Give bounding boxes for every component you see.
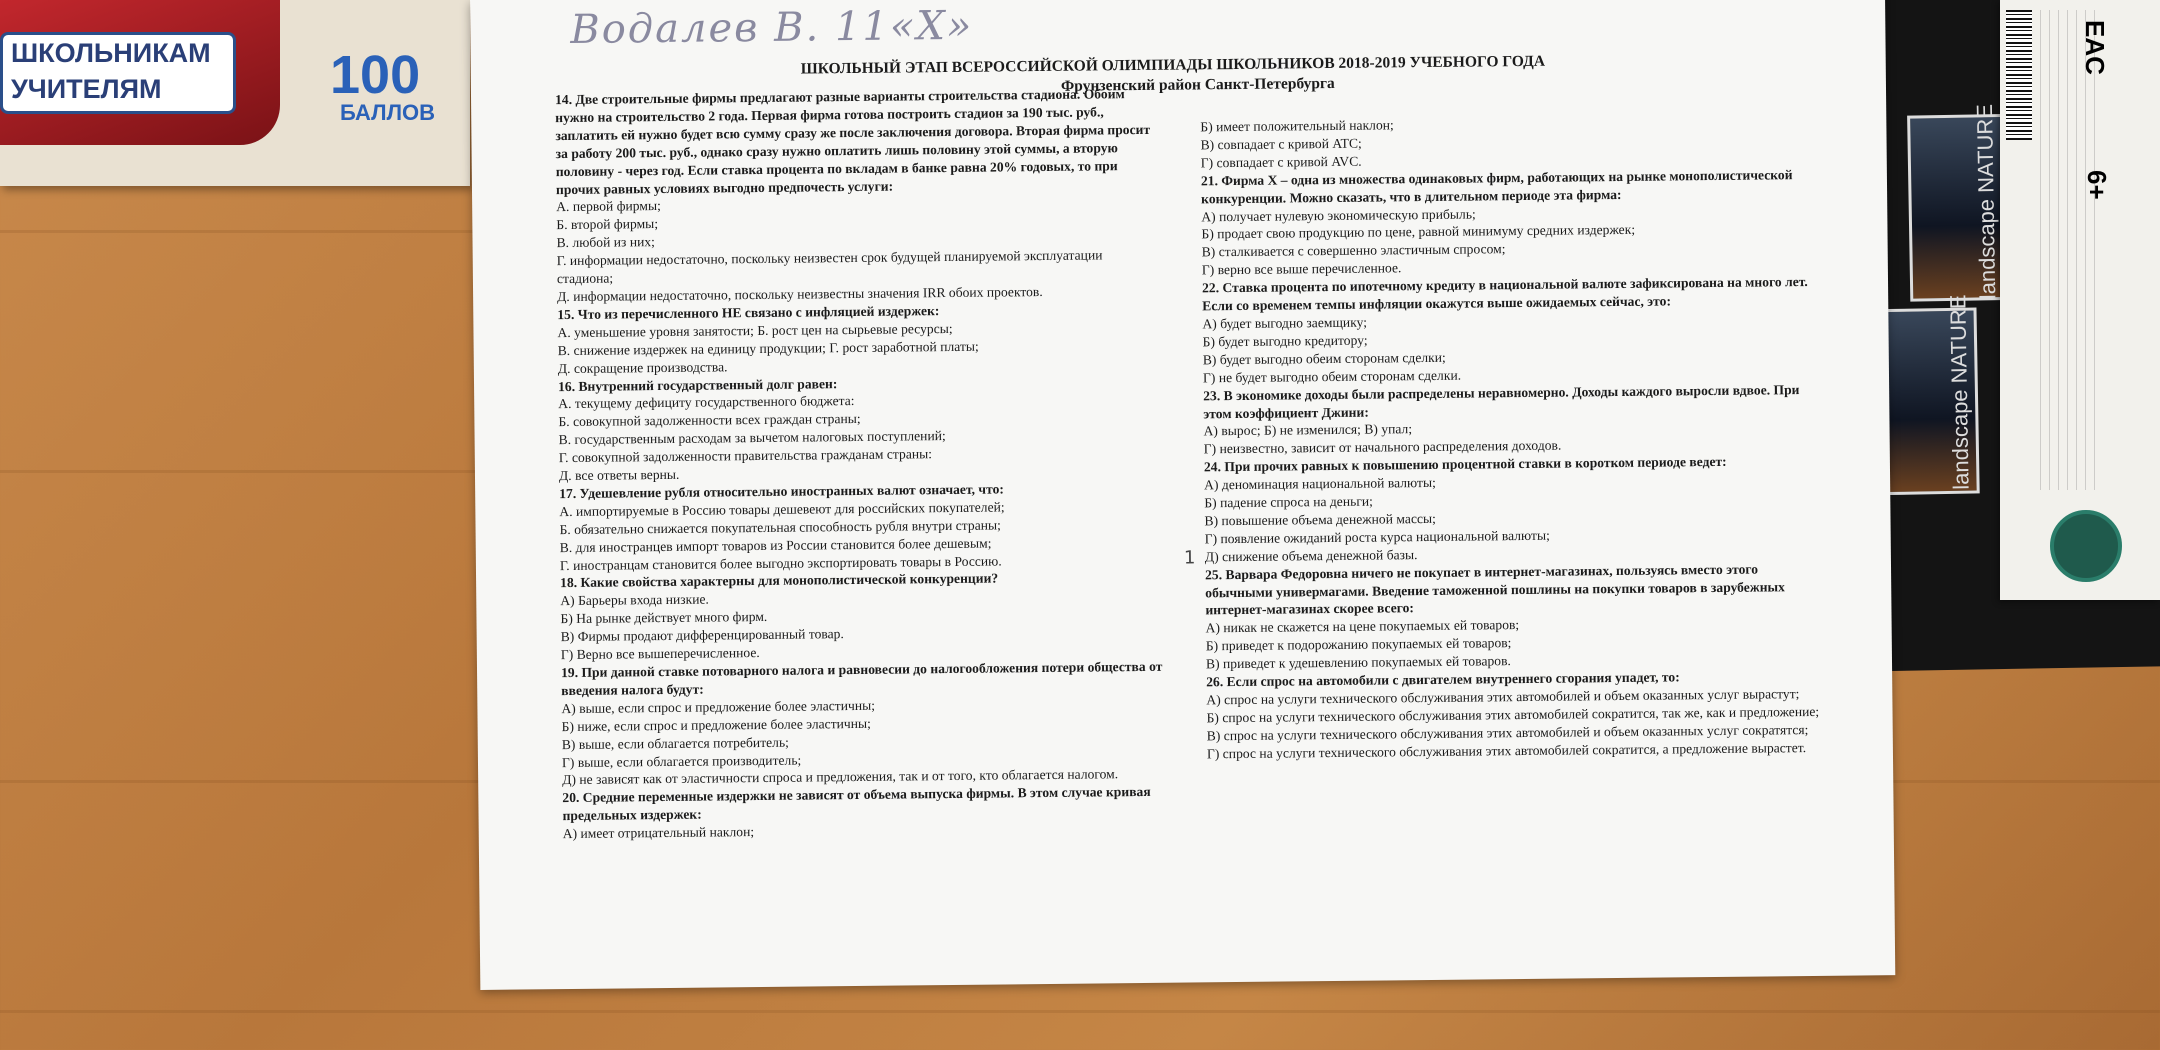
barcode-icon [2006,10,2032,140]
age-mark: 6+ [2082,170,2112,200]
notebook-box [0,0,470,186]
answer-option: В) сталкивается с совершенно эластичным спросом; [1201,241,1506,260]
answer-option: Д. сокращение производства. [557,358,728,376]
question-text: 23. В экономике доходы были распределены неравномерно. Доходы каждого выросли вдвое. При этом коэффициент Джини: [1203,381,1800,421]
box-label-line2: УЧИТЕЛЯМ [11,74,162,104]
answer-option: А. текущему дефициту государственного бюджета: [558,393,855,412]
answer-option: А) деноминация национальной валюты; [1204,475,1436,493]
answer-option: В) Фирмы продают дифференцированный товар. [560,626,844,645]
answer-option: Д) снижение объема денежной базы. [1204,546,1418,565]
eac-mark: EAC [2080,20,2110,75]
box-number: 100 [330,45,421,105]
answer-option: Г) совпадает с кривой AVC. [1200,153,1362,171]
question-text: 25. Варвара Федоровна ничего не покупает в интернет-магазинах, пользуясь вместо этого обычными универмагами. Введение таможенной пошлины на покупки товаров в зарубежных интернет-магазинах скорее всего: [1204,561,1785,618]
notebook-fine-print [2040,10,2100,490]
answer-option: А. первой фирмы; [556,198,661,215]
question-text: 24. При прочих равных к повышению процентной ставки в коротком периоде ведет: [1203,454,1727,475]
answer-option: Б) будет выгодно кредитору; [1202,332,1368,350]
margin-mark: 1 [1183,547,1196,569]
question-text: 16. Внутренний государственный долг равен: [557,375,838,394]
answer-option: А) никак не скажется на цене покупаемых ей товаров; [1205,617,1520,636]
answer-option: Г) появление ожиданий роста курса национальной валюты; [1204,527,1550,547]
answer-option: Г) выше, если облагается производитель; [561,752,802,770]
question-text: 14. Две строительные фирмы предлагают разные варианты строительства стадиона. Обоим нужно на строительство 2 года. Первая фирма готова построить стадион за 190 тыс. руб., заплатить ей нужно будет всю сумму сразу же после заключения договора. Вторая фирма просит за работу 200 тыс. руб., однако сразу нужно оплатить лишь половину этой суммы, а вторую половину - через год. Если ставка процента по вкладам в банке равна 20% годовых, то при прочих равных условиях выгодно предпочесть услуги: [554,86,1151,197]
answer-option: Г. информации недостаточно, поскольку неизвестен срок будущей планируемой эксплуатации стадиона; [556,247,1103,287]
answer-option: В) спрос на услуги технического обслуживания этих автомобилей и объем оказанных услуг сократятся; [1206,721,1809,744]
question-text: 20. Средние переменные издержки не зависят от объема выпуска фирмы. В этом случае кривая предельных издержек: [562,784,1151,824]
answer-option: А. импортируемые в Россию товары дешевеют для российских покупателей; [559,499,1005,519]
publisher-logo-icon [2050,510,2122,582]
box-unit: БАЛЛОВ [340,100,436,125]
answer-option: В) приведет к удешевлению покупаемых ей товаров. [1205,653,1511,672]
paper-subtitle: Фрунзенский район Санкт-Петербурга [1060,74,1335,95]
answer-option: Г. совокупной задолженности правительства гражданам страны: [558,446,933,466]
answer-option: Б) продает свою продукцию по цене, равной минимуму средних издержек; [1201,222,1636,242]
folder-text: landscape NATURE [1945,294,1974,490]
left-column [555,85,1168,843]
answer-option: Б) падение спроса на деньги; [1204,493,1373,511]
handwritten-name: Водалев В. 11«Х» [570,2,974,53]
notebook [2000,0,2160,600]
question-text: 17. Удешевление рубля относительно иностранных валют означает, что: [559,481,1004,502]
answer-option: Г) Верно все вышеперечисленное. [560,645,760,663]
answer-option: А) получает нулевую экономическую прибыль; [1201,206,1476,224]
answer-option: В) выше, если облагается потребитель; [561,734,789,752]
answer-option: Б. второй фирмы; [556,216,659,233]
answer-option: В) будет выгодно обеим сторонам сделки; [1202,349,1446,368]
answer-option: Б. обязательно снижается покупательная способность рубля внутри страны; [559,517,1001,537]
answer-option: А) выше, если спрос и предложение более эластичны; [561,697,876,716]
exam-paper [470,0,1895,990]
question-text: 15. Что из перечисленного НЕ связано с инфляцией издержек: [557,302,940,322]
paper-title: ШКОЛЬНЫЙ ЭТАП ВСЕРОССИЙСКОЙ ОЛИМПИАДЫ ШКОЛЬНИКОВ 2018-2019 УЧЕБНОГО ГОДА [800,52,1546,78]
box-label [0,32,236,114]
answer-option: Д) не зависят как от эластичности спроса и предложения, так и от того, кто облагается налогом. [562,766,1119,788]
answer-option: В) совпадает с кривой ATC; [1200,135,1362,153]
answer-option: В. для иностранцев импорт товаров из России становится более дешевым; [559,535,992,555]
answer-option: А) спрос на услуги технического обслуживания этих автомобилей и объем оказанных услуг вырастут; [1206,686,1800,708]
answer-option: А) вырос; Б) не изменился; В) упал; [1203,421,1413,439]
question-text: 22. Ставка процента по ипотечному кредиту в национальной валюте зафиксирована на много лет. Если со временем темпы инфляции окажутся выше ожидаемых сейчас, это: [1201,274,1808,314]
answer-option: Б) имеет положительный наклон; [1200,117,1394,135]
question-text: 26. Если спрос на автомобили с двигателем внутреннего сгорания упадет, то: [1206,669,1680,690]
answer-option: Г) спрос на услуги технического обслуживания этих автомобилей сократится, а предложение вырастет. [1206,739,1807,762]
answer-option: Б. совокупной задолженности всех граждан страны; [558,411,861,430]
answer-option: В) повышение объема денежной массы; [1204,510,1436,529]
answer-option: Г. иностранцам становится более выгодно экспортировать товары в Россию. [559,553,1002,573]
box-label-line1: ШКОЛЬНИКАМ [11,38,211,68]
answer-option: В. снижение издержек на единицу продукции; Г. рост заработной платы; [557,338,979,358]
right-column [1200,112,1827,763]
answer-option: В. государственным расходам за вычетом налоговых поступлений; [558,428,946,448]
answer-option: Г) неизвестно, зависит от начального распределения доходов. [1203,437,1562,457]
answer-option: Д. информации недостаточно, поскольку неизвестны значения IRR обоих проектов. [557,283,1043,305]
answer-option: Б) спрос на услуги технического обслуживания этих автомобилей сократится, так же, как и предложение; [1206,703,1820,726]
question-text: 18. Какие свойства характерны для монополистической конкуренции? [560,570,999,591]
wood-grain [0,1010,2160,1013]
answer-option: А) имеет отрицательный наклон; [562,824,755,842]
answer-option: В. любой из них; [556,234,655,251]
question-text: 19. При данной ставке потоварного налога и равновесии до налогообложения потери общества от введения налога будут: [560,658,1163,698]
answer-option: Б) приведет к подорожанию покупаемых ей товаров; [1205,635,1512,654]
answer-option: Г) верно все выше перечисленное. [1201,260,1402,278]
answer-option: Г) не будет выгодно обеим сторонам сделки. [1202,367,1462,386]
answer-option: А) будет выгодно заемщику; [1202,314,1368,332]
question-text: 21. Фирма Х – одна из множества одинаковых фирм, работающих на рынке монополистической конкуренции. Можно сказать, что в длительном периоде эта фирма: [1200,166,1793,206]
answer-option: А. уменьшение уровня занятости; Б. рост цен на сырьевые ресурсы; [557,320,953,340]
answer-option: А) Барьеры входа низкие. [560,591,709,609]
folder-text: landscape NATURE [1971,103,2001,300]
answer-option: Б) На рынке действует много фирм. [560,609,768,627]
answer-option: Д. все ответы верны. [558,466,680,484]
answer-option: Б) ниже, если спрос и предложение более эластичны; [561,715,871,734]
